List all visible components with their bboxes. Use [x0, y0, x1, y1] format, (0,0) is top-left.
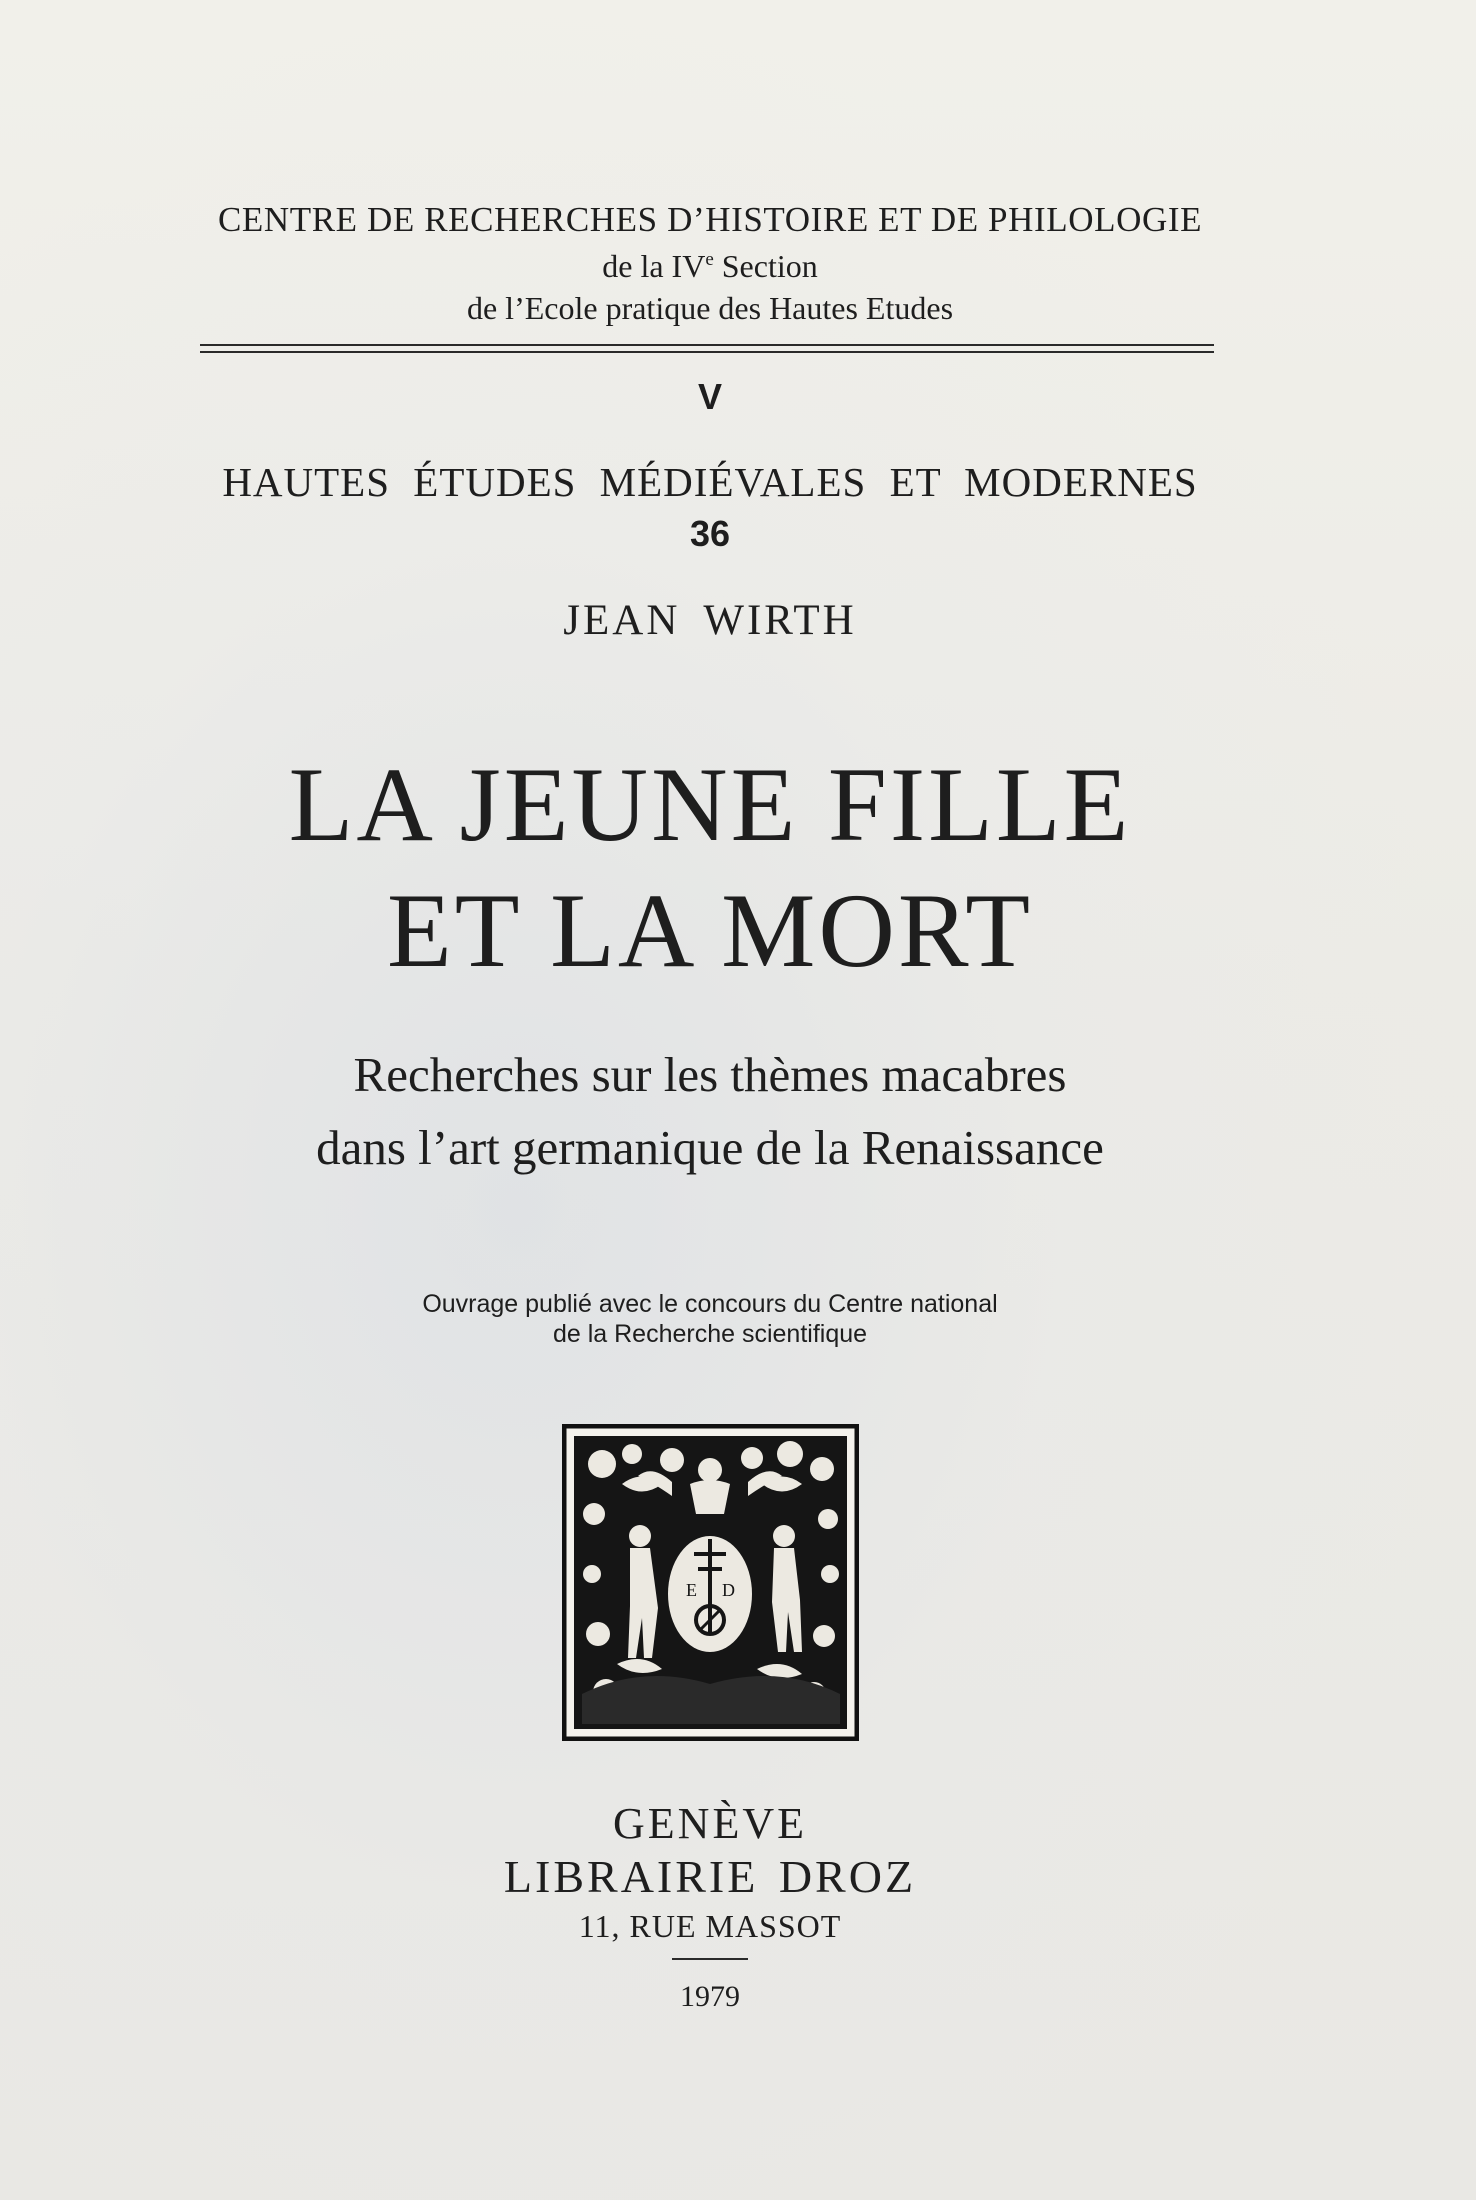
volume-number: V [697, 376, 722, 417]
header-rule-top [200, 344, 1214, 346]
book-title-line-1: LA JEUNE FILLE [288, 746, 1132, 863]
subtitle-line-2: dans l’art germanique de la Renaissance [316, 1120, 1104, 1175]
printers-device-woodcut [562, 1424, 859, 1741]
series-number: 36 [689, 513, 731, 554]
section-line [0, 248, 1420, 285]
school-line: de l’Ecole pratique des Hautes Etudes [466, 290, 954, 326]
publication-note-line-1: Ouvrage publié avec le concours du Centre national [422, 1290, 998, 1318]
publication-note-line-2: de la Recherche scientifique [552, 1320, 868, 1348]
author-name: JEAN WIRTH [563, 597, 857, 644]
institution-name: CENTRE DE RECHERCHES D’HISTOIRE ET DE PHILOLOGIE [217, 200, 1203, 239]
imprint-publisher: LIBRAIRIE DROZ [503, 1851, 917, 1902]
publication-year: 1979 [680, 1980, 740, 2013]
section-prefix: de la IV [602, 248, 706, 284]
section-superscript: e [705, 249, 714, 270]
header-rule-bottom [200, 351, 1214, 353]
svg-text:E: E [686, 1580, 697, 1600]
imprint-city: GENÈVE [613, 1799, 807, 1848]
series-title: HAUTES ÉTUDES MÉDIÉVALES ET MODERNES [222, 459, 1198, 505]
imprint-address: 11, RUE MASSOT [578, 1908, 842, 1944]
svg-text:D: D [722, 1580, 735, 1600]
year-divider [672, 1958, 748, 1960]
subtitle-line-1: Recherches sur les thèmes macabres [353, 1047, 1067, 1102]
section-suffix: Section [713, 248, 818, 284]
book-title-line-2: ET LA MORT [387, 872, 1033, 989]
